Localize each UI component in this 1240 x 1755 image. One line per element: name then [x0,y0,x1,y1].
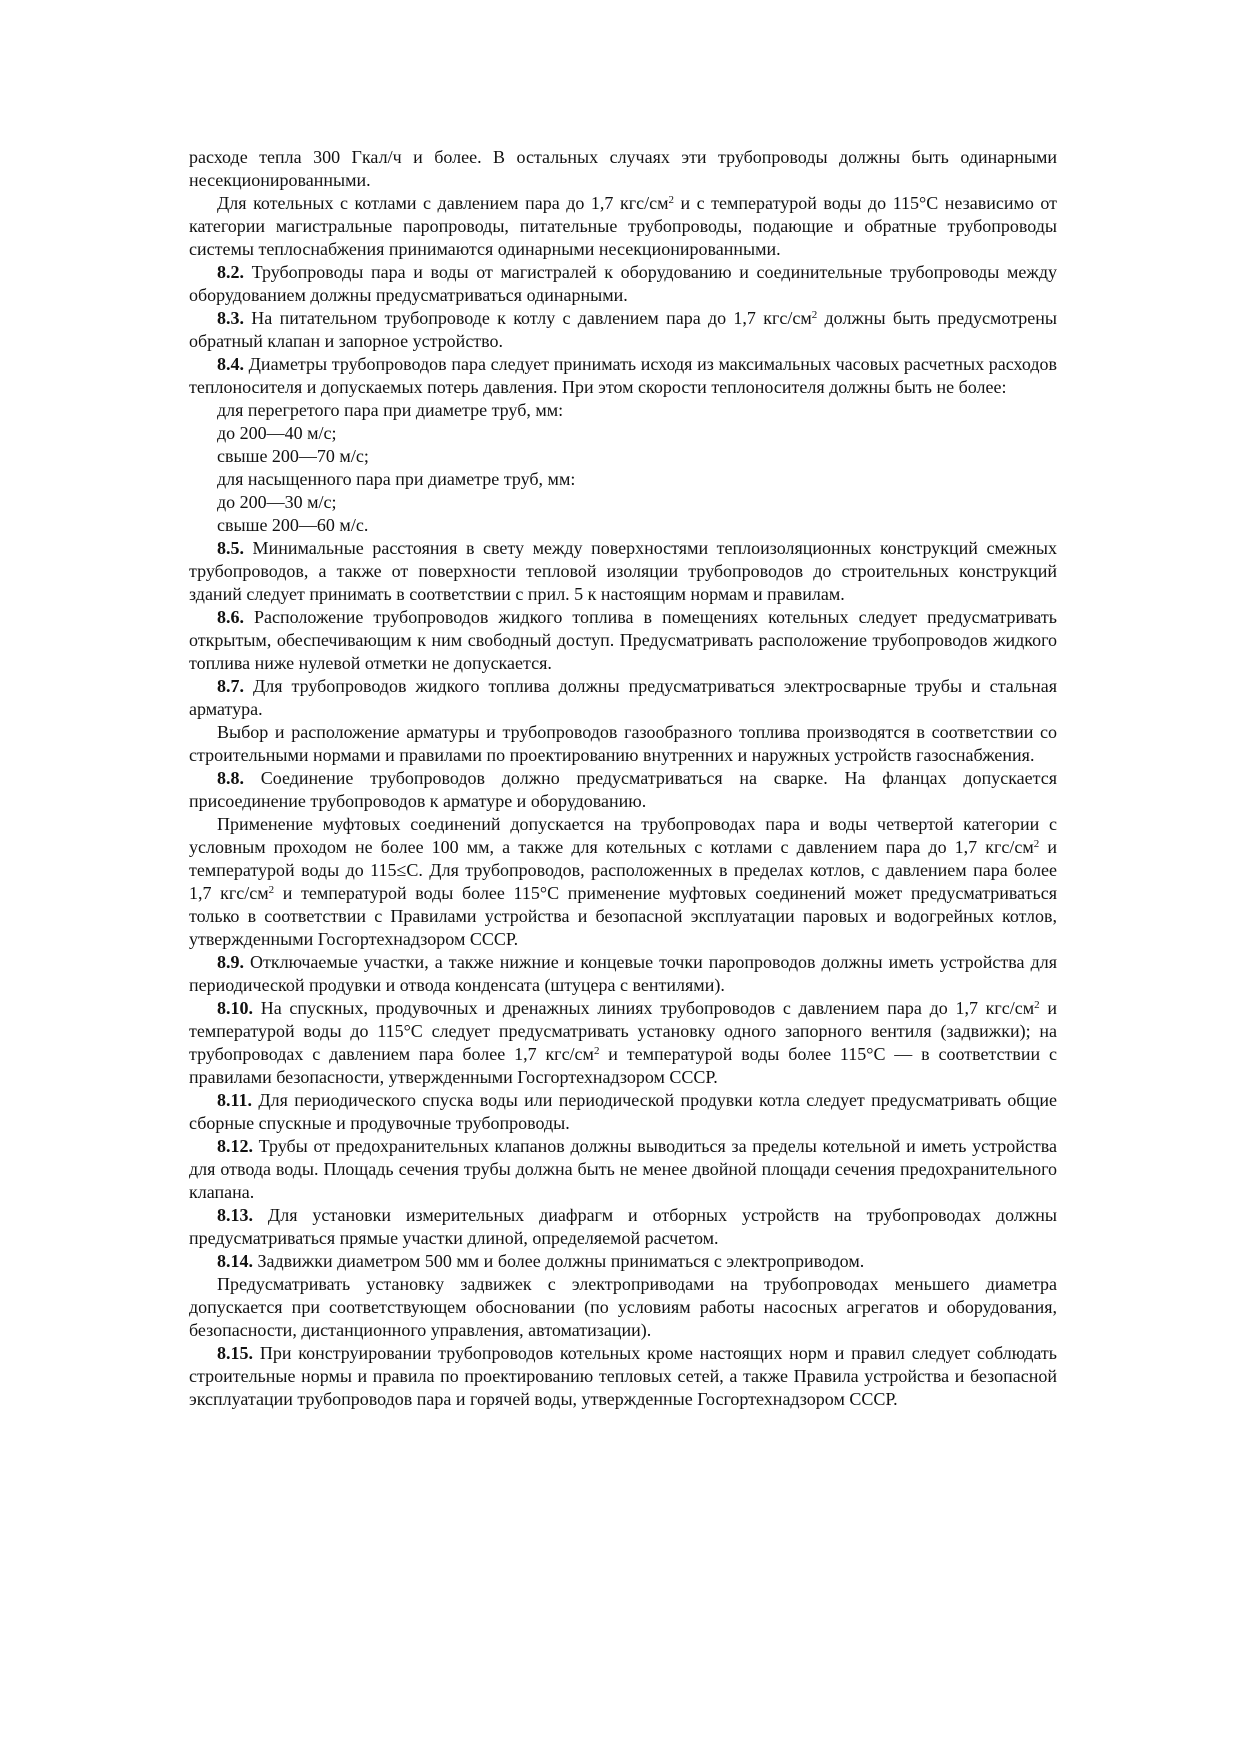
section-text: Для трубопроводов жидкого топлива должны предусматриваться электросварные трубы и стальная арматура. [189,676,1057,719]
section-number: 8.3. [217,308,244,328]
section-8-14 [189,1250,1057,1273]
superscript: 2 [1034,999,1040,1011]
paragraph-electric-drives: Предусматривать установку задвижек с электроприводами на трубопроводах меньшего диаметра допускается при соответствующем обосновании (по условиям работы насосных агрегатов и оборудования, безопасности, дистанционного управления, автоматизации). [189,1274,1057,1340]
section-number: 8.5. [217,538,244,558]
section-text: Трубопроводы пара и воды от магистралей к оборудованию и соединительные трубопроводы между оборудованием должны предусматриваться одинарными. [189,262,1057,305]
section-text: должны быть предусмотрены обратный клапан и запорное устройство. [189,308,1057,351]
list-line: для перегретого пара при диаметре труб, мм: [217,400,564,420]
text-part: Применение муфтовых соединений допускается на трубопроводах пара и воды четвертой категории с условным проходом не более 100 мм, а также для котельных с котлами с давлением пара до 1,7 кгс/см [189,814,1057,857]
paragraph-boiler-pressure [189,192,1057,261]
list-line: свыше 200—70 м/с; [217,446,369,466]
paragraph-gas-fittings: Выбор и расположение арматуры и трубопроводов газообразного топлива производятся в соответствии со строительными нормами и правилами по проектированию внутренних и наружных устройств газоснабжения. [189,722,1057,765]
section-number: 8.6. [217,607,244,627]
section-text: Для установки измерительных диафрагм и отборных устройств на трубопроводах должны предусматриваться прямые участки длиной, определяемой расчетом. [189,1205,1057,1248]
section-text: Расположение трубопроводов жидкого топлива в помещениях котельных следует предусматривать открытым, обеспечивающим к ним свободный доступ. Предусматривать расположение трубопроводов жидкого топлива ниже нулевой отметки не допускается. [189,607,1057,673]
text-part: и температурой воды до 115≤С. Для трубопроводов, расположенных в пределах котлов, с давлением пара более 1,7 кгс/см [189,837,1057,903]
section-8-12 [189,1135,1057,1204]
section-8-4 [189,353,1057,399]
list-line: свыше 200—60 м/с. [217,515,369,535]
paragraph-coupling-joints [189,813,1057,951]
section-8-11 [189,1089,1057,1135]
section-text: Отключаемые участки, а также нижние и концевые точки паропроводов должны иметь устройства для периодической продувки и отвода конденсата (штуцера с вентилями). [189,952,1057,995]
section-8-9 [189,951,1057,997]
section-8-3 [189,307,1057,353]
section-text: Трубы от предохранительных клапанов должны выводиться за пределы котельной и иметь устройства для отвода воды. Площадь сечения трубы должна быть не менее двойной площади сечения предохранительного клапана. [189,1136,1057,1202]
document-page [189,146,1057,1411]
section-8-10 [189,997,1057,1089]
section-number: 8.8. [217,768,244,788]
list-line: для насыщенного пара при диаметре труб, мм: [217,469,576,489]
section-text: Минимальные расстояния в свету между поверхностями теплоизоляционных конструкций смежных трубопроводов, а также от поверхности тепловой изоляции трубопроводов до строительных конструкций зданий следует принимать в соответствии с прил. 5 к настоящим нормам и правилам. [189,538,1057,604]
section-number: 8.15. [217,1343,253,1363]
section-text: На питательном трубопроводе к котлу с давлением пара до 1,7 кгс/см [244,308,812,328]
section-text: Для периодического спуска воды или периодической продувки котла следует предусматривать общие сборные спускные и продувочные трубопроводы. [189,1090,1057,1133]
section-text: При конструировании трубопроводов котельных кроме настоящих норм и правил следует соблюдать строительные нормы и правила по проектированию тепловых сетей, а также Правила устройства и безопасной эксплуатации трубопроводов пара и горячей воды, утвержденные Госгортехнадзором СССР. [189,1343,1057,1409]
superscript: 2 [1033,838,1040,850]
section-number: 8.2. [217,262,244,282]
section-number: 8.10. [217,998,253,1018]
section-text: Соединение трубопроводов должно предусматриваться на сварке. На фланцах допускается присоединение трубопроводов к арматуре и оборудованию. [189,768,1057,811]
list-line: до 200—40 м/с; [217,423,337,443]
section-number: 8.7. [217,676,244,696]
section-text: На спускных, продувочных и дренажных линиях трубопроводов с давлением пара до 1,7 кгс/см [253,998,1035,1018]
text-part: и температурой воды более 115°С применение муфтовых соединений может предусматриваться только в соответствии с Правилами устройства и безопасной эксплуатации паровых и водогрейных котлов, утвержденными Госгортехнадзором СССР. [189,883,1057,949]
section-8-2 [189,261,1057,307]
superscript: 2 [811,309,818,321]
text-part: и с температурой воды до 115°С независимо от категории магистральные паропроводы, питательные трубопроводы, подающие и обратные трубопроводы системы теплоснабжения принимаются одинарными несекционированными. [189,193,1058,259]
section-8-8 [189,767,1057,813]
section-number: 8.11. [217,1090,253,1110]
section-number: 8.13. [217,1205,253,1225]
superscript: 2 [268,884,275,896]
paragraph-continuation: расходе тепла 300 Гкал/ч и более. В остальных случаях эти трубопроводы должны быть одинарными несекционированными. [189,147,1057,190]
section-number: 8.12. [217,1136,253,1156]
section-8-6 [189,606,1057,675]
section-8-15 [189,1342,1057,1411]
section-8-7 [189,675,1057,721]
section-text: и температурой воды более 115°С — в соответствии с правилами безопасности, утвержденными Госгортехнадзором СССР. [189,1044,1057,1087]
section-number: 8.9. [217,952,244,972]
list-line: до 200—30 м/с; [217,492,337,512]
section-number: 8.14. [217,1251,253,1271]
text-part: Для котельных с котлами с давлением пара до 1,7 кгс/см [217,193,669,213]
superscript: 2 [668,194,674,206]
section-text: Диаметры трубопроводов пара следует принимать исходя из максимальных часовых расчетных расходов теплоносителя и допускаемых потерь давления. При этом скорости теплоносителя должны быть не более: [189,354,1057,397]
superscript: 2 [593,1045,600,1057]
section-8-13 [189,1204,1057,1250]
section-8-5 [189,537,1057,606]
section-text: и температурой воды до 115°С следует предусматривать установку одного запорного вентиля (задвижки); на трубопроводах с давлением пара более 1,7 кгс/см [189,998,1057,1064]
section-text: Задвижки диаметром 500 мм и более должны приниматься с электроприводом. [253,1251,865,1271]
section-number: 8.4. [217,354,244,374]
